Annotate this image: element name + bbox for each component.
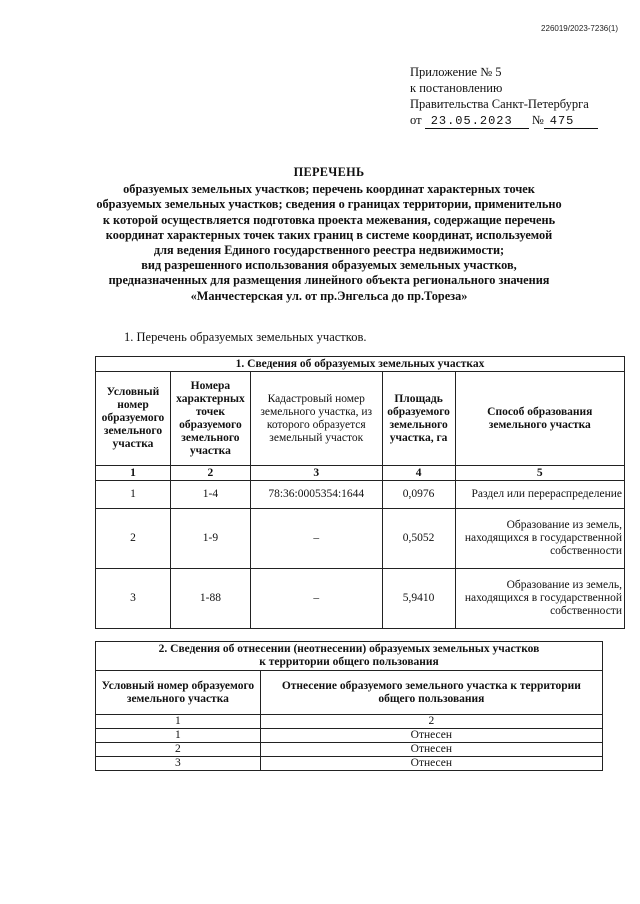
plot-number: 3 bbox=[96, 757, 261, 771]
cadastral-number: 78:36:0005354:1644 bbox=[250, 481, 382, 509]
plot-number: 1 bbox=[96, 729, 261, 743]
table2-caption bbox=[96, 642, 603, 671]
from-label: от bbox=[410, 113, 422, 127]
table-row bbox=[96, 509, 625, 569]
land-plots-table bbox=[95, 356, 625, 629]
title-line: образуемых земельных участков; перечень координат характерных точек bbox=[123, 182, 535, 197]
table-row bbox=[96, 569, 625, 629]
title-line: координат характерных точек таких границ в системе координат, используемой bbox=[105, 227, 553, 242]
title-line: к которой осуществляется подготовка проекта межевания, содержащие перечень bbox=[102, 212, 556, 227]
title-line: для ведения Единого государственного реестра недвижимости; bbox=[153, 243, 505, 258]
title-heading: ПЕРЕЧЕНЬ bbox=[293, 165, 365, 179]
appendix-line-2: к постановлению bbox=[410, 81, 503, 95]
resolution-date: 23.05.2023 bbox=[425, 115, 529, 129]
column-number: 1 bbox=[96, 466, 171, 481]
public-use-status: Отнесен bbox=[260, 729, 602, 743]
plot-area: 0,0976 bbox=[382, 481, 455, 509]
formation-method: Образование из земель, находящихся в государственной собственности bbox=[455, 569, 624, 629]
table2-caption-line-2: к территории общего пользования bbox=[259, 656, 439, 668]
point-range: 1-9 bbox=[170, 509, 250, 569]
column-number: 2 bbox=[260, 715, 602, 729]
appendix-block bbox=[410, 64, 625, 129]
column-number: 2 bbox=[170, 466, 250, 481]
appendix-date-line bbox=[410, 112, 625, 129]
formation-method: Образование из земель, находящихся в государственной собственности bbox=[455, 509, 624, 569]
table1-header: Номера характерных точек образуемого земельного участка bbox=[170, 372, 250, 466]
column-number: 1 bbox=[96, 715, 261, 729]
table-row bbox=[96, 729, 603, 743]
public-use-status: Отнесен bbox=[260, 743, 602, 757]
section-1-heading: 1. Перечень образуемых земельных участков. bbox=[124, 330, 367, 344]
table1-header: Способ образования земельного участка bbox=[455, 372, 624, 466]
point-range: 1-88 bbox=[170, 569, 250, 629]
table-row bbox=[96, 481, 625, 509]
public-use-table bbox=[95, 641, 603, 771]
appendix-line-1: Приложение № 5 bbox=[410, 65, 502, 79]
title-line: предназначенных для размещения линейного объекта регионального значения bbox=[108, 273, 550, 288]
formation-method: Раздел или перераспределение bbox=[455, 481, 624, 509]
cadastral-number: – bbox=[250, 509, 382, 569]
point-range: 1-4 bbox=[170, 481, 250, 509]
number-label: № bbox=[531, 113, 544, 127]
table2-header: Условный номер образуемого земельного участка bbox=[96, 671, 261, 715]
public-use-status: Отнесен bbox=[260, 757, 602, 771]
title-line: вид разрешенного использования образуемых земельных участков, bbox=[141, 258, 517, 273]
title-line: «Манчестерская ул. от пр.Энгельса до пр.Тореза» bbox=[190, 288, 468, 303]
column-number: 5 bbox=[455, 466, 624, 481]
resolution-number: 475 bbox=[544, 115, 598, 129]
table-row bbox=[96, 757, 603, 771]
cadastral-number: – bbox=[250, 569, 382, 629]
plot-number: 2 bbox=[96, 509, 171, 569]
column-number: 3 bbox=[250, 466, 382, 481]
table1-header: Площадь образуемого земельного участка, га bbox=[382, 372, 455, 466]
table1-caption: 1. Сведения об образуемых земельных участках bbox=[96, 357, 625, 372]
plot-area: 0,5052 bbox=[382, 509, 455, 569]
appendix-line-3: Правительства Санкт-Петербурга bbox=[410, 97, 589, 111]
table2-caption-line-1: 2. Сведения об отнесении (неотнесении) образуемых земельных участков bbox=[158, 643, 540, 655]
document-id: 226019/2023-7236(1) bbox=[541, 24, 618, 33]
plot-number: 3 bbox=[96, 569, 171, 629]
table1-header: Кадастровый номер земельного участка, из которого образуется земельный участок bbox=[250, 372, 382, 466]
plot-number: 2 bbox=[96, 743, 261, 757]
column-number: 4 bbox=[382, 466, 455, 481]
table-row bbox=[96, 743, 603, 757]
document-title bbox=[30, 165, 628, 304]
table1-header: Условный номер образуемого земельного участка bbox=[96, 372, 171, 466]
title-line: образуемых земельных участков; сведения о границах территории, применительно bbox=[96, 197, 562, 212]
table2-header: Отнесение образуемого земельного участка к территории общего пользования bbox=[260, 671, 602, 715]
plot-area: 5,9410 bbox=[382, 569, 455, 629]
plot-number: 1 bbox=[96, 481, 171, 509]
